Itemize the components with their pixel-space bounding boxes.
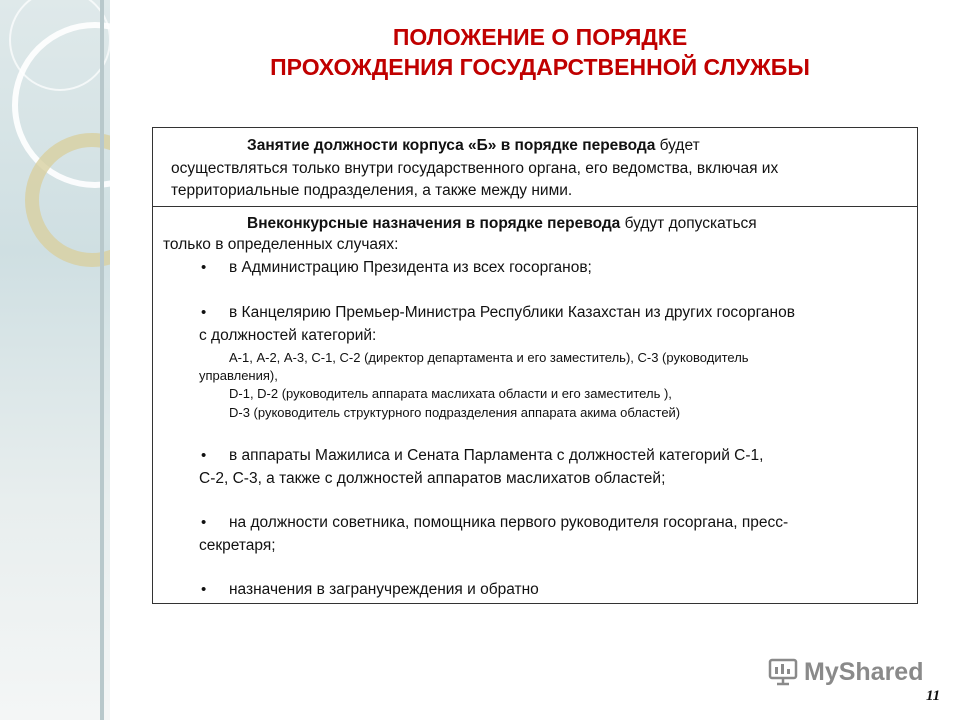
bullet-5: • [201,581,207,598]
list-item-5: назначения в загранучреждения и обратно [229,581,539,598]
box2-lead [247,214,757,233]
page-number: 11 [926,688,941,704]
list-item-2-line-1: в Канцелярию Премьер-Министра Республики Казахстан из других госорганов [229,304,795,321]
list-item-3-line-1: в аппараты Мажилиса и Сената Парламента с должностей категорий С-1, [229,447,764,464]
sub-item-1: А-1, А-2, А-3, С-1, С-2 (директор департамента и его заместитель), С-3 (руководитель [229,350,749,365]
sub-item-2: управления), [199,368,278,383]
myshared-logo [768,655,923,689]
appointments-box [152,206,918,604]
box2-line-2: только в определенных случаях: [163,236,399,253]
sub-item-4: D-3 (руководитель структурного подразделения аппарата акима областей) [229,405,681,420]
list-item-2-line-2: с должностей категорий: [199,327,377,344]
bullet-4: • [201,514,207,531]
page-title [170,22,910,82]
decorative-rings [0,0,110,720]
box1-lead-bold: Занятие должности корпуса «Б» в порядке перевода [247,137,656,154]
bullet-3: • [201,447,207,464]
decorative-side-panel [0,0,110,720]
box2-lead-bold: Внеконкурсные назначения в порядке перевода [247,215,621,232]
box1-lead [247,136,700,155]
title-line-2: ПРОХОЖДЕНИЯ ГОСУДАРСТВЕННОЙ СЛУЖБЫ [270,54,810,80]
logo-text: MyShared [804,657,924,686]
bullet-2: • [201,304,207,321]
title-line-1: ПОЛОЖЕНИЕ О ПОРЯДКЕ [392,24,688,50]
list-item-4-line-1: на должности советника, помощника первого руководителя госоргана, пресс- [229,514,789,531]
list-item-3-line-2: С-2, С-3, а также с должностей аппаратов маслихатов областей; [199,470,666,487]
transfer-info-box [152,127,918,207]
sub-item-3: D-1, D-2 (руководитель аппарата маслихата области и его заместитель ), [229,386,672,401]
box2-lead-rest: будут допускаться [620,215,757,232]
box1-line-2: осуществляться только внутри государственного органа, его ведомства, включая их [171,160,779,177]
bullet-1: • [201,259,207,276]
box1-lead-rest: будет [655,137,700,154]
box1-line-3: территориальные подразделения, а также между ними. [171,182,573,199]
list-item-4-line-2: секретаря; [199,537,276,554]
presentation-icon [768,657,798,687]
list-item-1: в Администрацию Президента из всех госорганов; [229,259,592,276]
